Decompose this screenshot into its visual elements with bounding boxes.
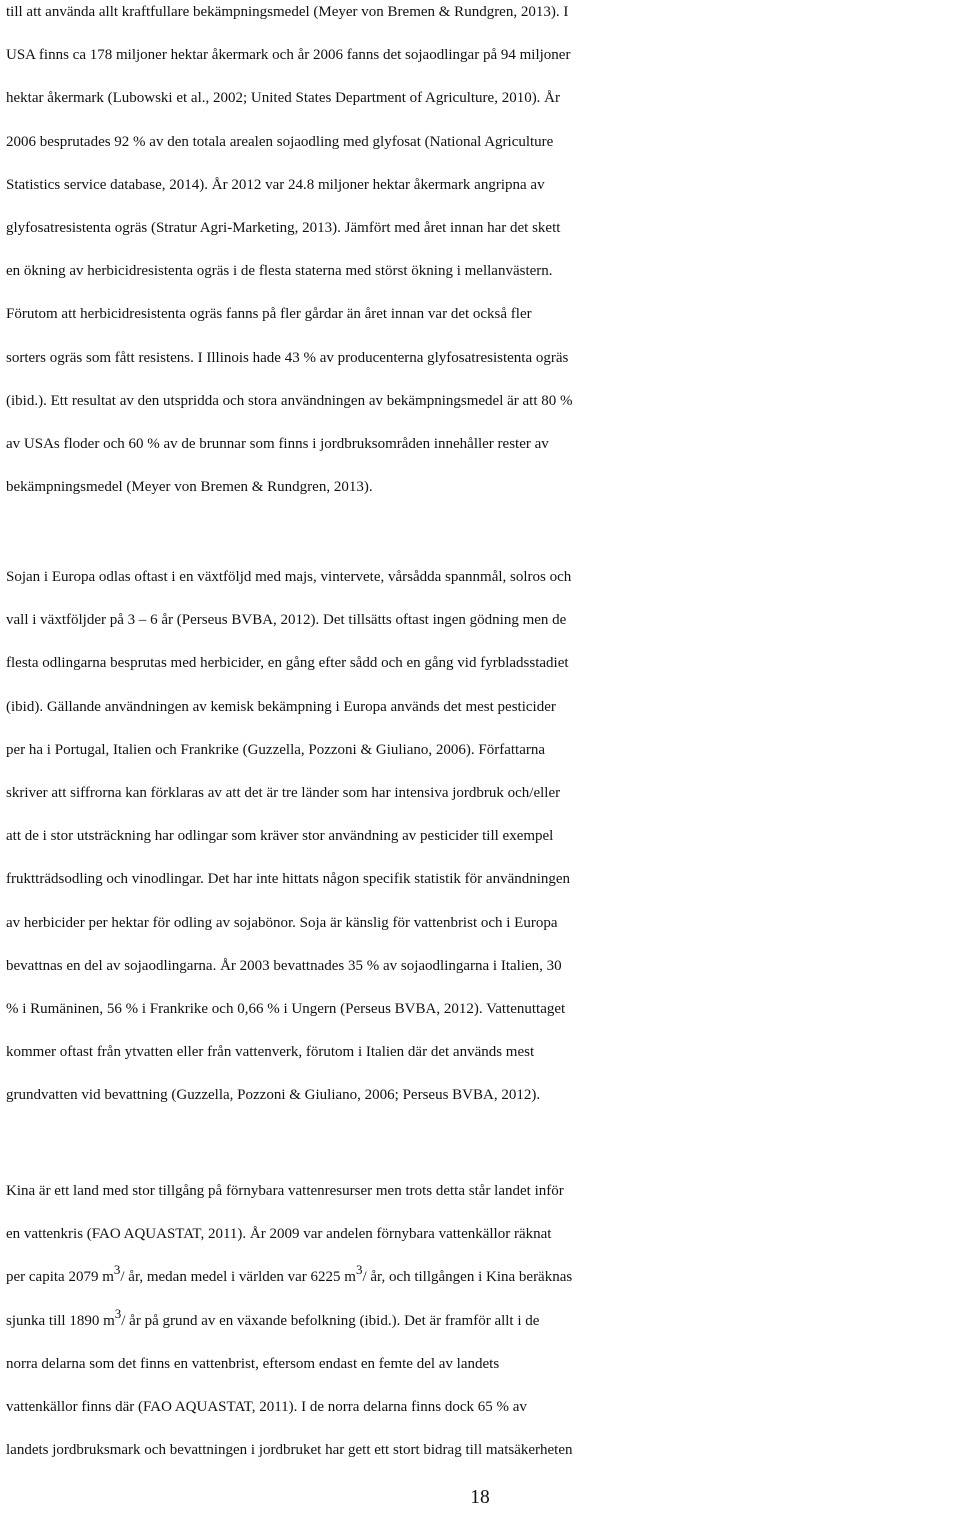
text-segment: / år, medan medel i världen var 6225 m <box>120 1269 356 1286</box>
text-line: sorters ogräs som fått resistens. I Illinois hade 43 % av producenterna glyfosatresistenta ogräs <box>6 349 569 366</box>
paragraph-usa-herbicides <box>6 0 960 509</box>
text-line: vall i växtföljder på 3 – 6 år (Perseus BVBA, 2012). Det tillsätts oftast ingen gödning men de <box>6 612 567 629</box>
text-line: Sojan i Europa odlas oftast i en växtföljd med majs, vintervete, vårsådda spannmål, solros och <box>6 569 572 585</box>
text-segment: / år på grund av en växande befolkning (ibid.). Det är framför allt i de <box>121 1312 540 1329</box>
text-line: USA finns ca 178 miljoner hektar åkermark och år 2006 fanns det sojaodlingar på 94 miljoner <box>6 47 571 64</box>
text-line-with-superscript <box>6 1256 960 1299</box>
text-segment: per capita 2079 m <box>6 1269 114 1286</box>
text-line: av USAs floder och 60 % av de brunnar som finns i jordbruksområden innehåller rester av <box>6 435 549 452</box>
text-line: hektar åkermark (Lubowski et al., 2002; United States Department of Agriculture, 2010). År <box>6 90 561 107</box>
text-segment: sjunka till 1890 m <box>6 1312 115 1329</box>
text-line: en ökning av herbicidresistenta ogräs i de flesta staterna med störst ökning i mellanvästern. <box>6 263 553 280</box>
text-line: Statistics service database, 2014). År 2012 var 24.8 miljoner hektar åkermark angripna av <box>6 176 545 193</box>
text-line: 2006 besprutades 92 % av den totala arealen sojaodling med glyfosat (National Agriculture <box>6 133 554 150</box>
text-line: landets jordbruksmark och bevattningen i jordbruket har gett ett stort bidrag till matsäkerheten <box>6 1442 573 1459</box>
text-line: grundvatten vid bevattning (Guzzella, Pozzoni & Giuliano, 2006; Perseus BVBA, 2012). <box>6 1087 541 1104</box>
text-line: Kina är ett land med stor tillgång på förnybara vattenresurser men trots detta står landet inför <box>6 1183 564 1199</box>
paragraph-europe-soy <box>6 556 960 1117</box>
paragraph-china-water <box>6 1170 960 1472</box>
text-line: per ha i Portugal, Italien och Frankrike (Guzzella, Pozzoni & Giuliano, 2006). Författarna <box>6 741 546 758</box>
text-line: av herbicider per hektar för odling av sojabönor. Soja är känslig för vattenbrist och i Europa <box>6 914 558 931</box>
page-number: 18 <box>470 1487 490 1508</box>
text-line: fruktträdsodling och vinodlingar. Det har inte hittats någon specifik statistik för användningen <box>6 871 571 888</box>
text-line: bekämpningsmedel (Meyer von Bremen & Rundgren, 2013). <box>6 479 373 496</box>
text-line: (ibid.). Ett resultat av den utspridda och stora användningen av bekämpningsmedel är att 80 % <box>6 392 573 409</box>
text-line: kommer oftast från ytvatten eller från vattenverk, förutom i Italien där det används mest <box>6 1044 535 1061</box>
text-line: skriver att siffrorna kan förklaras av att det är tre länder som har intensiva jordbruk och/eller <box>6 784 561 801</box>
text-line: till att använda allt kraftfullare bekämpningsmedel (Meyer von Bremen & Rundgren, 2013). I <box>6 4 569 20</box>
text-line: flesta odlingarna besprutas med herbicider, en gång efter sådd och en gång vid fyrbladsstadiet <box>6 655 569 672</box>
text-line: en vattenkris (FAO AQUASTAT, 2011). År 2009 var andelen förnybara vattenkällor räknat <box>6 1226 552 1243</box>
text-line: att de i stor utsträckning har odlingar som kräver stor användning av pesticider till exempel <box>6 828 554 845</box>
superscript: 3 <box>113 1262 121 1278</box>
text-line: % i Rumäninen, 56 % i Frankrike och 0,66 % i Ungern (Perseus BVBA, 2012). Vattenuttaget <box>6 1000 566 1017</box>
text-line: vattenkällor finns där (FAO AQUASTAT, 2011). I de norra delarna finns dock 65 % av <box>6 1398 527 1415</box>
superscript: 3 <box>114 1305 122 1321</box>
superscript: 3 <box>355 1262 363 1278</box>
text-line: bevattnas en del av sojaodlingarna. År 2003 bevattnades 35 % av sojaodlingarna i Italien, 30 <box>6 957 562 974</box>
text-line-with-superscript <box>6 1300 960 1343</box>
text-segment: / år, och tillgången i Kina beräknas <box>362 1269 573 1286</box>
text-line: norra delarna som det finns en vattenbrist, eftersom endast en femte del av landets <box>6 1355 500 1372</box>
text-line: Förutom att herbicidresistenta ogräs fanns på fler gårdar än året innan var det också fler <box>6 306 532 323</box>
text-line: (ibid). Gällande användningen av kemisk bekämpning i Europa används det mest pesticider <box>6 698 556 715</box>
text-line: glyfosatresistenta ogräs (Stratur Agri-Marketing, 2013). Jämfört med året innan har det skett <box>6 219 561 236</box>
